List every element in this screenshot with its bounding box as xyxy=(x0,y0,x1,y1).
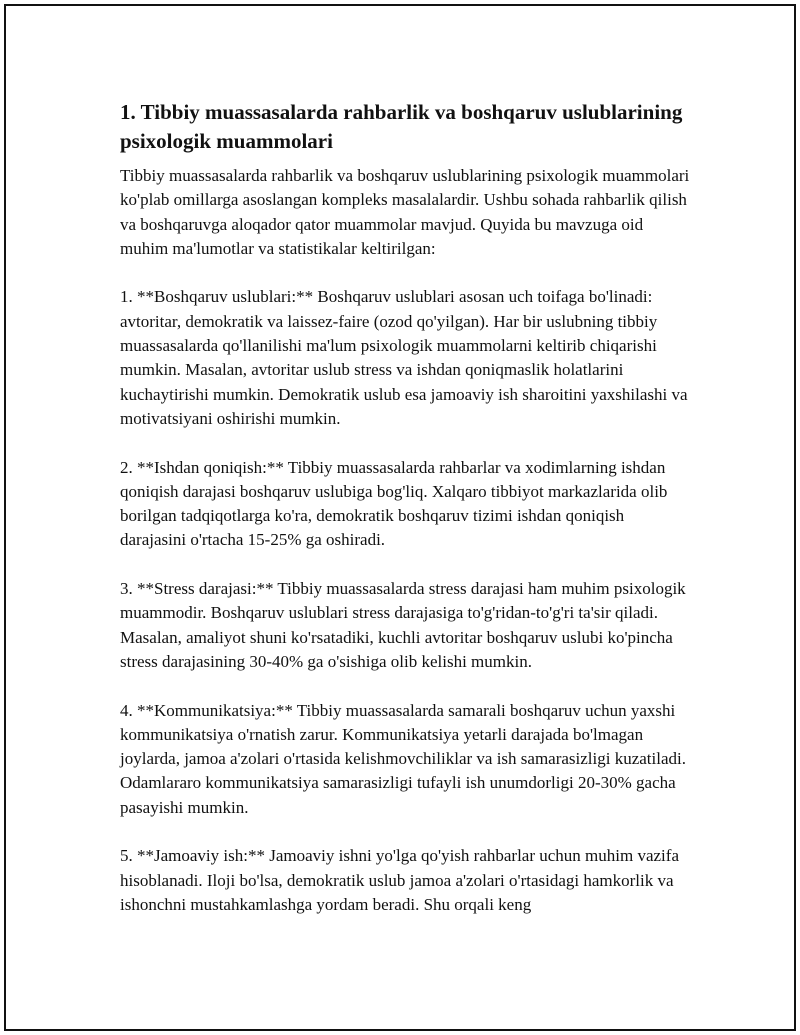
intro-paragraph: Tibbiy muassasalarda rahbarlik va boshqaruv uslublarining psixologik muammolari ko'plab omillarga asoslangan kompleks masalalardir. Ushbu sohada rahbarlik qilish va boshqaruvga aloqador qator muammolar mavjud. Quyida bu mavzuga oid muhim ma'lumotlar va statistikalar keltirilgan: xyxy=(120,166,690,258)
paragraph-communication: 4. **Kommunikatsiya:** Tibbiy muassasalarda samarali boshqaruv uchun yaxshi kommunikatsiya o'rnatish zarur. Kommunikatsiya yetarli darajada bo'lmagan joylarda, jamoa a'zolari o'rtasida kelishmovchiliklar va ish samarasizligi kuzatiladi. Odamlararo kommunikatsiya samarasizligi tufayli ish unumdorligi 20-30% gacha pasayishi mumkin. xyxy=(120,700,686,817)
section-heading: 1. Tibbiy muassasalarda rahbarlik va boshqaruv uslublarining psixologik muammolari xyxy=(120,100,683,153)
paragraph-management-styles: 1. **Boshqaruv uslublari:** Boshqaruv uslublari asosan uch toifaga bo'linadi: avtoritar, demokratik va laissez-faire (ozod qo'yilgan). Har bir uslubning tibbiy muassasalarda qo'llanilishi ma'lum psixologik muammolarni keltirib chiqarishi mumkin. Masalan, avtoritar uslub stress va ishdan qoniqmaslik holatlarini kuchaytirishi mumkin. Demokratik uslub esa jamoaviy ish sharoitini yaxshilashi va motivatsiyani oshirishi mumkin. xyxy=(120,287,688,428)
document-page xyxy=(4,4,796,1031)
paragraph-job-satisfaction: 2. **Ishdan qoniqish:** Tibbiy muassasalarda rahbarlar va xodimlarning ishdan qoniqish darajasi boshqaruv uslubiga bog'liq. Xalqaro tibbiyot markazlarida olib borilgan tadqiqotlarga ko'ra, demokratik boshqaruv tizimi ishdan qoniqish darajasini o'rtacha 15-25% ga oshiradi. xyxy=(120,457,668,550)
paragraph-stress-level: 3. **Stress darajasi:** Tibbiy muassasalarda stress darajasi ham muhim psixologik muammodir. Boshqaruv uslublari stress darajasiga to'g'ridan-to'g'ri ta'sir qiladi. Masalan, amaliyot shuni ko'rsatadiki, kuchli avtoritar boshqaruv uslubi ko'pincha stress darajasining 30-40% ga o'sishiga olib kelishi mumkin. xyxy=(120,579,686,671)
document-body xyxy=(120,98,692,917)
paragraph-teamwork: 5. **Jamoaviy ish:** Jamoaviy ishni yo'lga qo'yish rahbarlar uchun muhim vazifa hisoblanadi. Iloji bo'lsa, demokratik uslub jamoa a'zolari o'rtasidagi hamkorlik va ishonchni mustahkamlashga yordam beradi. Shu orqali keng xyxy=(120,846,679,914)
